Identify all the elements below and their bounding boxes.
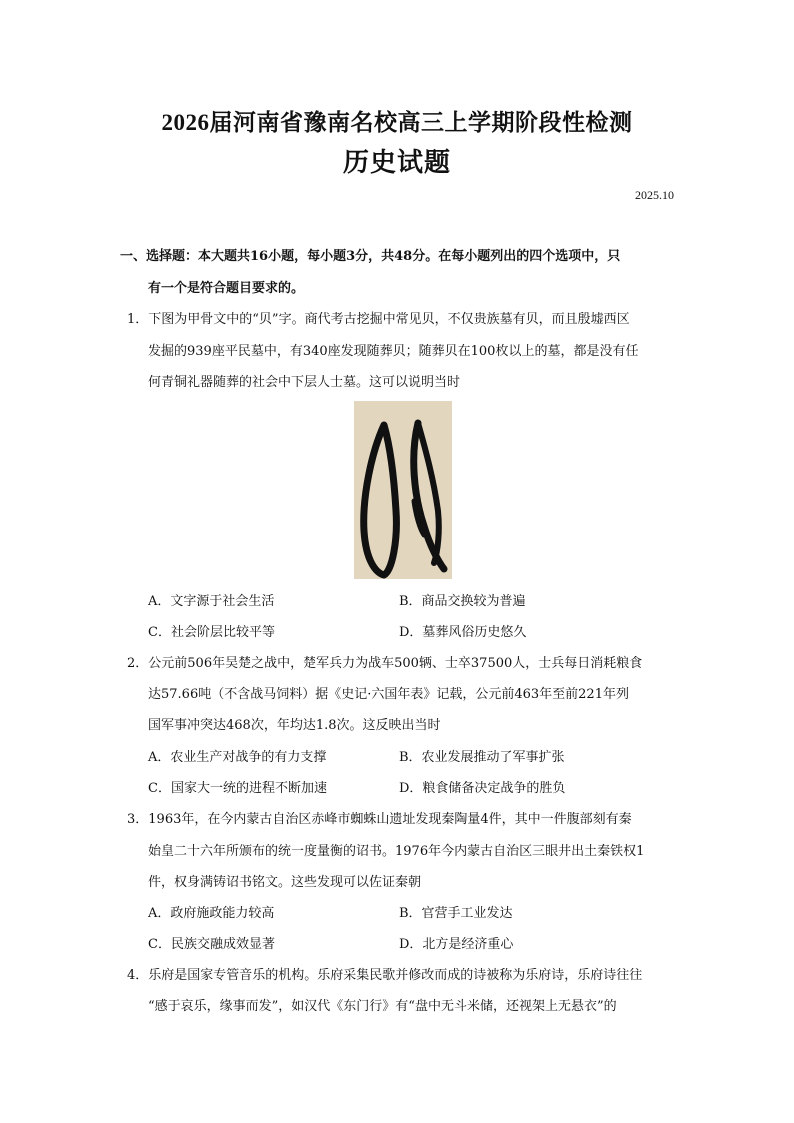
section-heading-cont: 有一个是符合题目要求的。: [148, 281, 305, 296]
q1-option-a[interactable]: A．文字源于社会生活: [148, 594, 275, 609]
subject-title: 历史试题: [342, 148, 451, 178]
exam-title: 2026届河南省豫南名校高三上学期阶段性检测: [161, 110, 633, 135]
q1-line2: 发掘的939座平民墓中，有340座发现随葬贝；随葬贝在100枚以上的墓，都是没有任: [148, 344, 639, 359]
exam-date: 2025.10: [635, 188, 674, 202]
q4-line1: 4．乐府是国家专管音乐的机构。乐府采集民歌并修改而成的诗被称为乐府诗，乐府诗往往: [127, 968, 643, 983]
q2-option-c[interactable]: C．国家大一统的进程不断加速: [148, 781, 327, 796]
q3-option-b[interactable]: B．官营手工业发达: [399, 906, 513, 921]
q2-line1: 2．公元前506年吴楚之战中，楚军兵力为战车500辆、士卒37500人，士兵每日消耗粮食: [127, 656, 643, 671]
q3-option-c[interactable]: C．民族交融成效显著: [148, 937, 275, 952]
q3-option-a[interactable]: A．政府施政能力较高: [148, 906, 275, 921]
q3-line2: 始皇二十六年所颁布的统一度量衡的诏书。1976年今内蒙古自治区三眼井出土秦铁权1: [148, 844, 645, 859]
oracle-bone-glyph-icon: [354, 401, 452, 579]
q2-option-b[interactable]: B．农业发展推动了军事扩张: [399, 750, 565, 765]
section-heading: 一、选择题：本大题共16小题，每小题3分，共48分。在每小题列出的四个选项中，只: [120, 249, 621, 264]
q3-line1: 3．1963年，在今内蒙古自治区赤峰市蜘蛛山遗址发现秦陶量4件，其中一件腹部刻有秦: [127, 812, 632, 827]
q1-line3: 何青铜礼器随葬的社会中下层人士墓。这可以说明当时: [148, 375, 461, 390]
q1-option-d[interactable]: D．墓葬风俗历史悠久: [399, 625, 527, 640]
q1-option-c[interactable]: C．社会阶层比较平等: [148, 625, 275, 640]
q2-option-a[interactable]: A．农业生产对战争的有力支撑: [148, 750, 327, 765]
q2-line3: 国军事冲突达468次，年均达1.8次。这反映出当时: [148, 718, 441, 733]
q4-line2: “感于哀乐，缘事而发”，如汉代《东门行》有“盘中无斗米储，还视架上无悬衣”的: [148, 999, 617, 1014]
q1-line1: 1．下图为甲骨文中的“贝”字。商代考古挖掘中常见贝，不仅贵族墓有贝，而且殷墟西区: [127, 312, 630, 327]
oracle-bone-bei-figure: [354, 401, 452, 579]
q1-option-b[interactable]: B．商品交换较为普遍: [399, 594, 526, 609]
q2-line2: 达57.66吨（不含战马饲料）据《史记·六国年表》记载，公元前463年至前221年列: [148, 687, 629, 702]
q3-option-d[interactable]: D．北方是经济重心: [399, 937, 514, 952]
q3-line3: 件，权身满铸诏书铭文。这些发现可以佐证秦朝: [148, 875, 422, 890]
q2-option-d[interactable]: D．粮食储备决定战争的胜负: [399, 781, 566, 796]
